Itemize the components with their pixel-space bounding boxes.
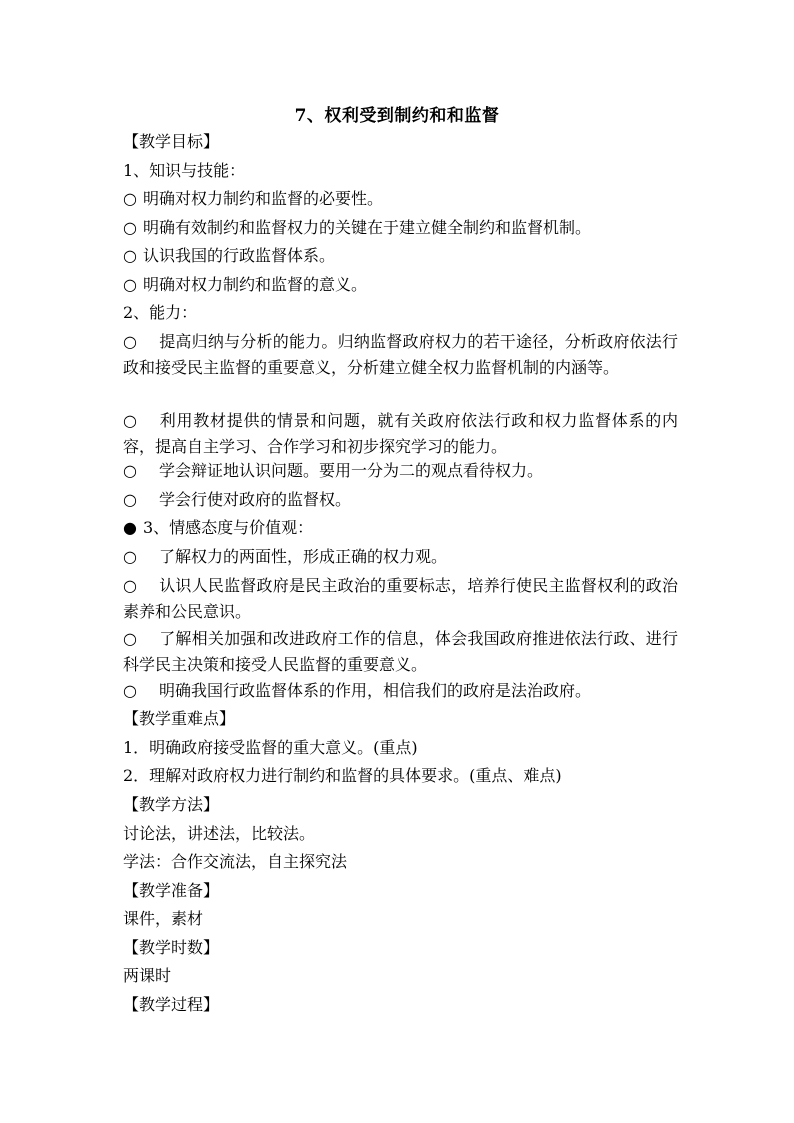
- hollow-bullet-icon: ○: [123, 490, 137, 509]
- hollow-bullet-icon: ○: [123, 461, 137, 480]
- knowledge-item: ○ 明确对权力制约和监督的必要性。: [123, 185, 678, 213]
- prep-text: 课件，素材: [123, 909, 204, 928]
- emotion-item: ○ 明确我国行政监督体系的作用，相信我们的政府是法治政府。: [123, 677, 678, 705]
- hollow-bullet-icon: ○: [123, 681, 137, 700]
- hours-text: 两课时: [123, 966, 172, 985]
- ability-header: 2、能力：: [123, 303, 198, 322]
- solid-bullet-icon: ●: [123, 518, 137, 537]
- hollow-bullet-icon: ○: [123, 246, 137, 265]
- ability-item: ○ 提高归纳与分析的能力。归纳监督政府权力的若干途径，分析政府依法行政和接受民主监督的重要意义，分析建立健全权力监督机制的内涵等。: [123, 329, 678, 380]
- process-header: 【教学过程】: [123, 995, 220, 1014]
- hollow-bullet-icon: ○: [123, 547, 137, 566]
- hollow-bullet-icon: ○: [123, 629, 137, 648]
- knowledge-header: 1、知识与技能：: [123, 161, 246, 180]
- emotion-item: ○ 了解相关加强和改进政府工作的信息，体会我国政府推进依法行政、进行科学民主决策和接受人民监督的重要意义。: [123, 626, 678, 677]
- method-text: 讨论法，讲述法，比较法。: [123, 824, 316, 843]
- ability-item: ○ 利用教材提供的情景和问题，就有关政府依法行政和权力监督体系的内容，提高自主学习、合作学习和初步探究学习的能力。: [123, 408, 678, 459]
- study-method-text: 学法：合作交流法，自主探究法: [123, 852, 348, 871]
- emotion-item: ○ 认识人民监督政府是民主政治的重要标志，培养行使民主监督权利的政治素养和公民意识。: [123, 573, 678, 624]
- goals-header: 【教学目标】: [123, 132, 220, 151]
- document-title: 7、权利受到制约和和监督: [294, 106, 500, 126]
- method-header: 【教学方法】: [123, 795, 220, 814]
- knowledge-item: ○ 明确对权力制约和监督的意义。: [123, 271, 678, 299]
- hollow-bullet-icon: ○: [123, 576, 137, 595]
- hollow-bullet-icon: ○: [123, 411, 137, 430]
- prep-header: 【教学准备】: [123, 881, 220, 900]
- keypoints-header: 【教学重难点】: [123, 709, 236, 728]
- knowledge-item: ○ 认识我国的行政监督体系。: [123, 242, 678, 270]
- hollow-bullet-icon: ○: [123, 275, 137, 294]
- hollow-bullet-icon: ○: [123, 218, 137, 237]
- hollow-bullet-icon: ○: [123, 189, 137, 208]
- hours-header: 【教学时数】: [123, 938, 220, 957]
- knowledge-item: ○ 明确有效制约和监督权力的关键在于建立健全制约和监督机制。: [123, 214, 678, 242]
- keypoint-item: 2．理解对政府权力进行制约和监督的具体要求。(重点、难点): [123, 766, 562, 785]
- keypoint-item: 1．明确政府接受监督的重大意义。(重点): [123, 738, 418, 757]
- ability-item: ○ 学会辩证地认识问题。要用一分为二的观点看待权力。: [123, 457, 678, 485]
- hollow-bullet-icon: ○: [123, 332, 137, 351]
- ability-item: ○ 学会行使对政府的监督权。: [123, 486, 678, 514]
- emotion-item: ○ 了解权力的两面性，形成正确的权力观。: [123, 543, 678, 571]
- emotion-header: ● 3、情感态度与价值观：: [123, 514, 678, 542]
